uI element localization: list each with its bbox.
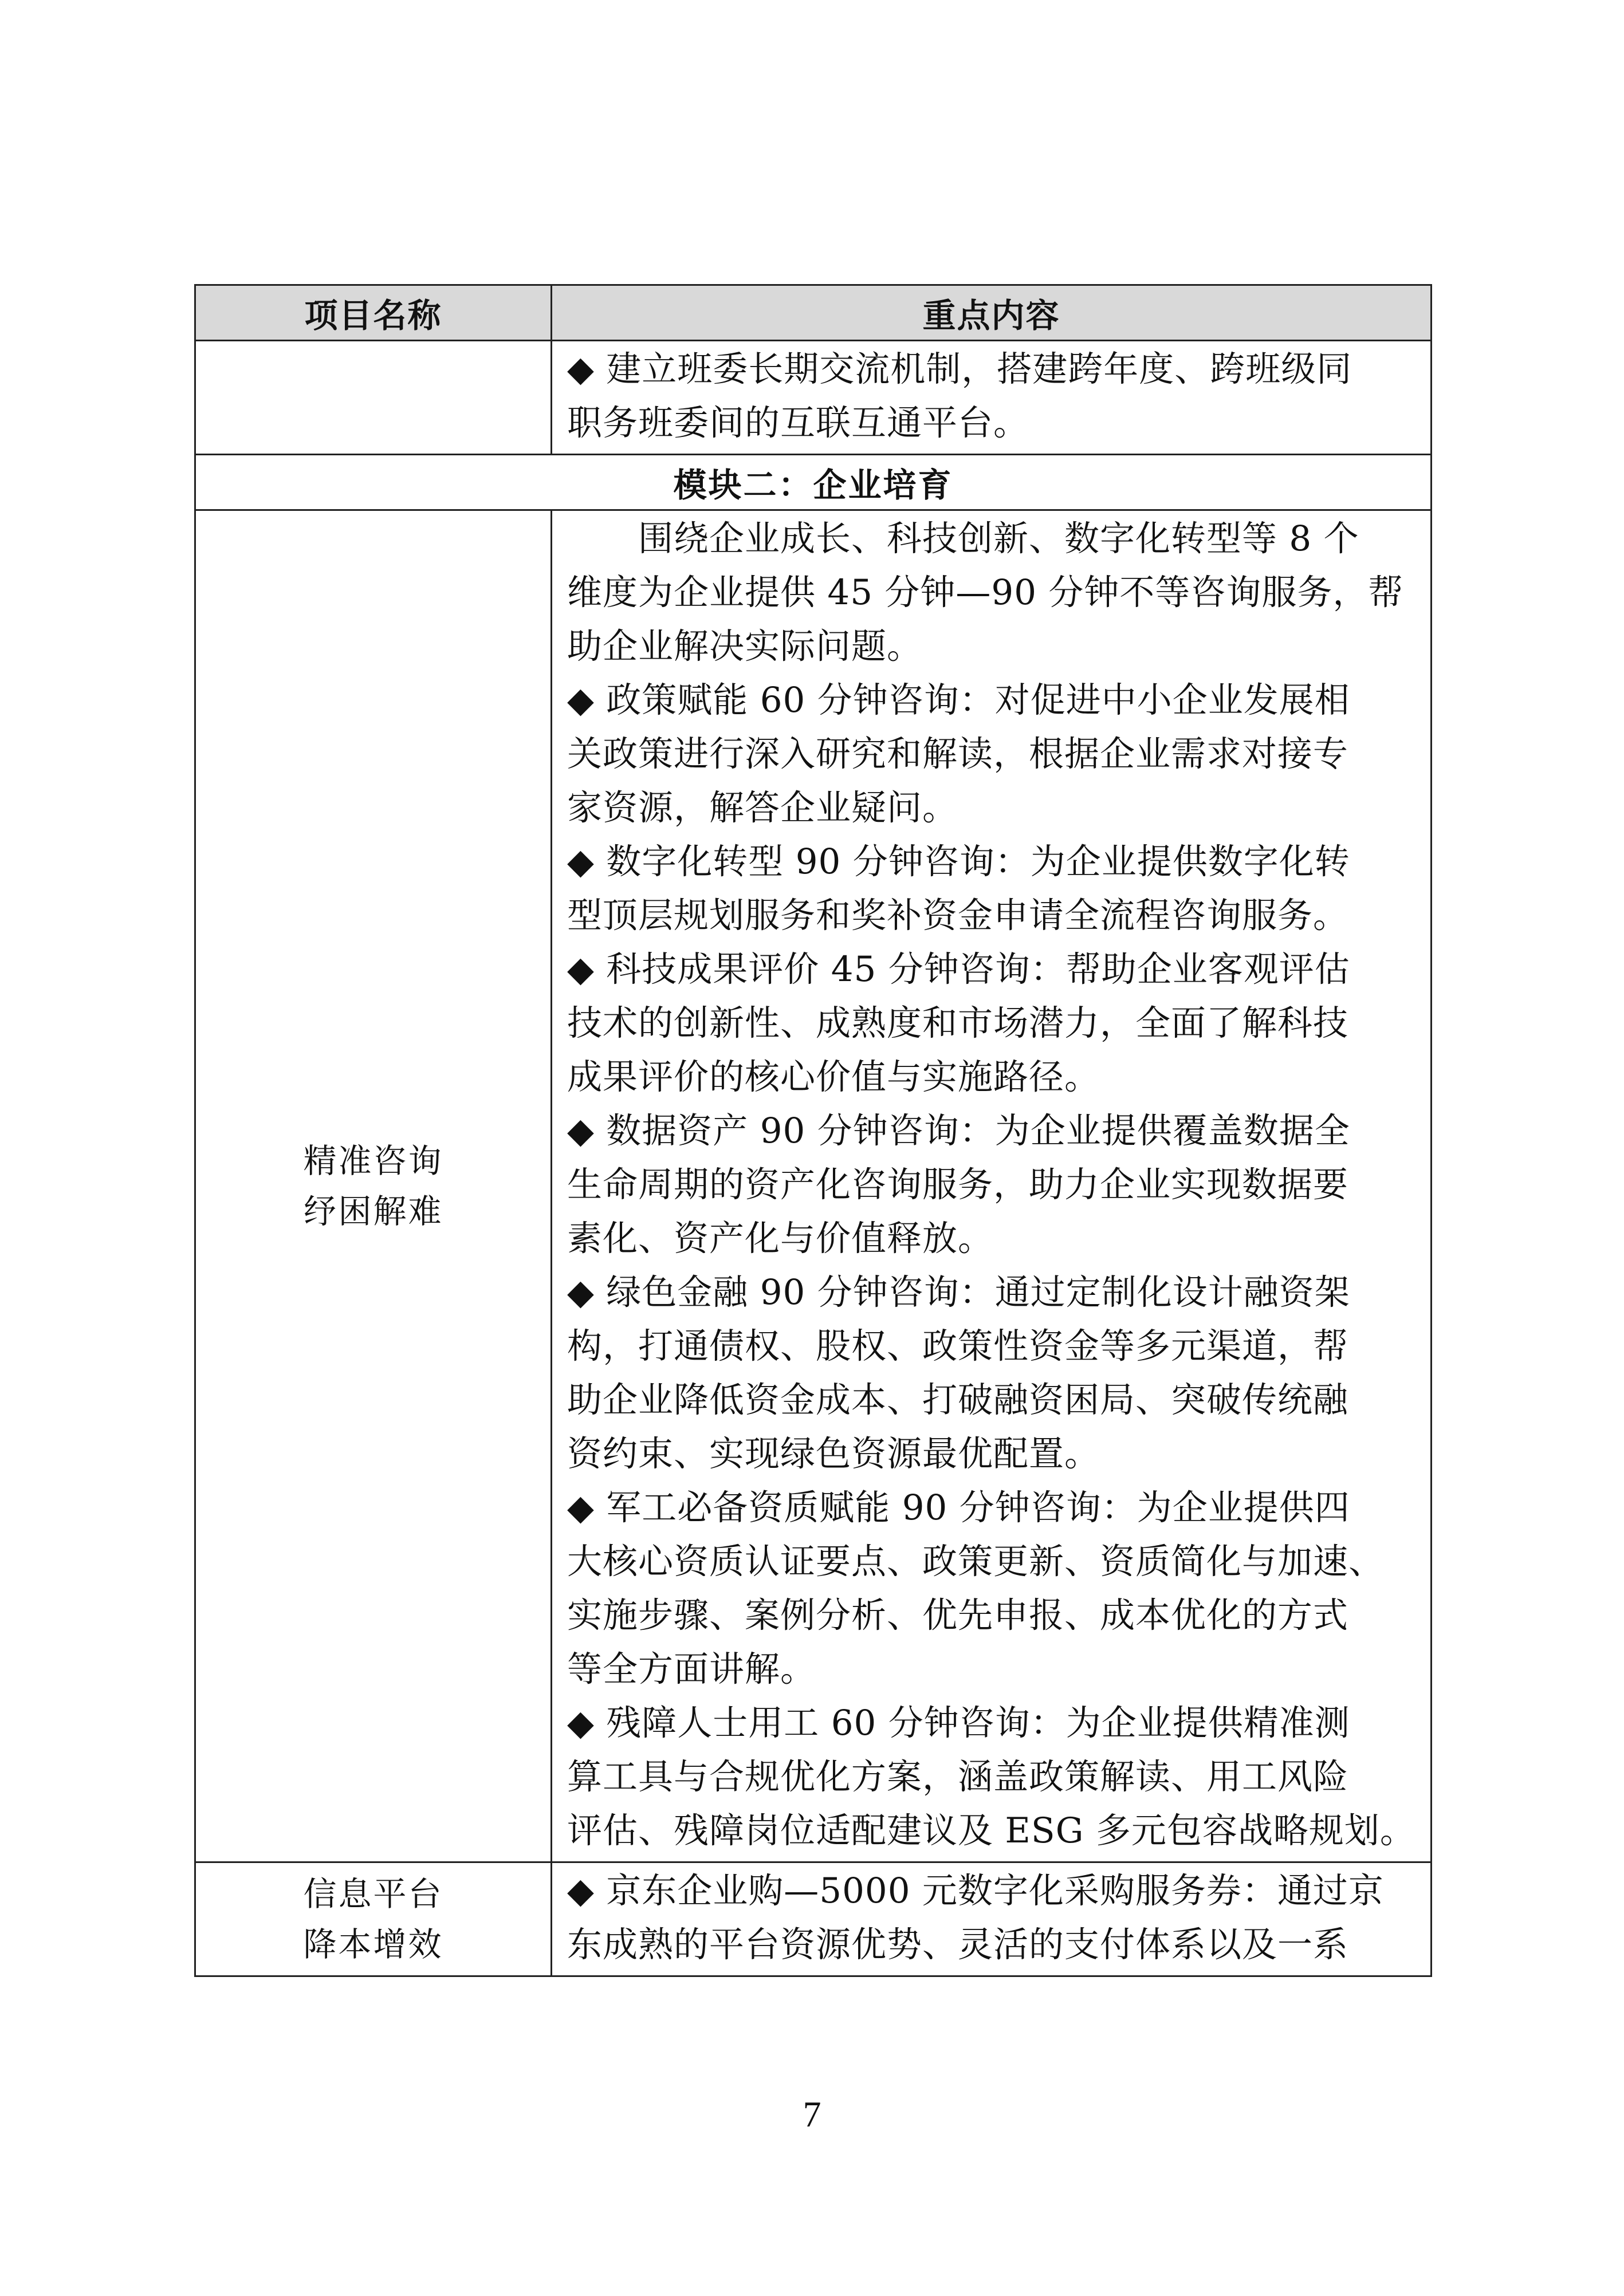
table-row [195, 1862, 1432, 1976]
content-line: 东成熟的平台资源优势、灵活的支付体系以及一系 [567, 1924, 1349, 1965]
content-line: 大核心资质认证要点、政策更新、资质简化与加速、 [567, 1541, 1385, 1582]
content-line: ◆ 绿色金融 90 分钟咨询：通过定制化设计融资架 [567, 1272, 1350, 1313]
content-line: ◆ 政策赋能 60 分钟咨询：对促进中小企业发展相 [567, 680, 1350, 720]
content-line: 助企业解决实际问题。 [567, 626, 923, 667]
content-line: ◆ 军工必备资质赋能 90 分钟咨询：为企业提供四 [567, 1487, 1350, 1528]
content-line: 资约束、实现绿色资源最优配置。 [567, 1433, 1100, 1474]
content-cell [552, 510, 1432, 1862]
content-line: 关政策进行深入研究和解读，根据企业需求对接专 [567, 734, 1349, 774]
table-row [195, 510, 1432, 1862]
project-name-line: 降本增效 [303, 1925, 443, 1964]
project-name-line: 纾困解难 [303, 1192, 443, 1231]
project-name-line: 精准咨询 [303, 1141, 443, 1180]
content-line: 评估、残障岗位适配建议及 ESG 多元包容战略规划。 [567, 1810, 1415, 1851]
content-line: 成果评价的核心价值与实施路径。 [567, 1057, 1100, 1097]
header-project-name: 项目名称 [195, 285, 552, 341]
content-line: ◆ 数据资产 90 分钟咨询：为企业提供覆盖数据全 [567, 1110, 1350, 1151]
content-cell [552, 1862, 1432, 1976]
content-line: 助企业降低资金成本、打破融资困局、突破传统融 [567, 1380, 1349, 1420]
name-cell [195, 1862, 552, 1976]
page-number: 7 [803, 2094, 821, 2134]
name-cell [195, 510, 552, 1862]
table-row [195, 341, 1432, 455]
content-line: 职务班委间的互联互通平台。 [567, 403, 1029, 443]
content-line: 等全方面讲解。 [567, 1649, 816, 1689]
content-line: 技术的创新性、成熟度和市场潜力，全面了解科技 [567, 1003, 1349, 1043]
content-line: 实施步骤、案例分析、优先申报、成本优化的方式 [567, 1595, 1349, 1636]
content-line: ◆ 科技成果评价 45 分钟咨询：帮助企业客观评估 [567, 949, 1350, 990]
content-cell [552, 341, 1432, 455]
table-header-row [195, 285, 1432, 341]
content-line: 算工具与合规优化方案，涵盖政策解读、用工风险 [567, 1757, 1349, 1797]
project-table [194, 284, 1432, 1977]
content-line: ◆ 残障人士用工 60 分钟咨询：为企业提供精准测 [567, 1703, 1350, 1743]
content-line: 维度为企业提供 45 分钟—90 分钟不等咨询服务，帮 [567, 572, 1404, 613]
content-line: 素化、资产化与价值释放。 [567, 1218, 994, 1259]
content-line: 构，打通债权、股权、政策性资金等多元渠道，帮 [567, 1326, 1349, 1366]
content-line: 型顶层规划服务和奖补资金申请全流程咨询服务。 [567, 895, 1349, 936]
module-row [195, 455, 1432, 510]
project-name-line: 信息平台 [303, 1874, 443, 1913]
content-line: 生命周期的资产化咨询服务，助力企业实现数据要 [567, 1164, 1349, 1205]
content-line: 围绕企业成长、科技创新、数字化转型等 8 个 [567, 518, 1359, 559]
content-line: ◆ 京东企业购—5000 元数字化采购服务券：通过京 [567, 1870, 1384, 1911]
name-cell-empty [195, 341, 552, 455]
content-line: ◆ 数字化转型 90 分钟咨询：为企业提供数字化转 [567, 841, 1350, 882]
header-key-content: 重点内容 [552, 285, 1432, 341]
module-title: 模块二：企业培育 [195, 455, 1432, 510]
content-line: ◆ 建立班委长期交流机制，搭建跨年度、跨班级同 [567, 349, 1352, 389]
content-line: 家资源，解答企业疑问。 [567, 787, 958, 828]
